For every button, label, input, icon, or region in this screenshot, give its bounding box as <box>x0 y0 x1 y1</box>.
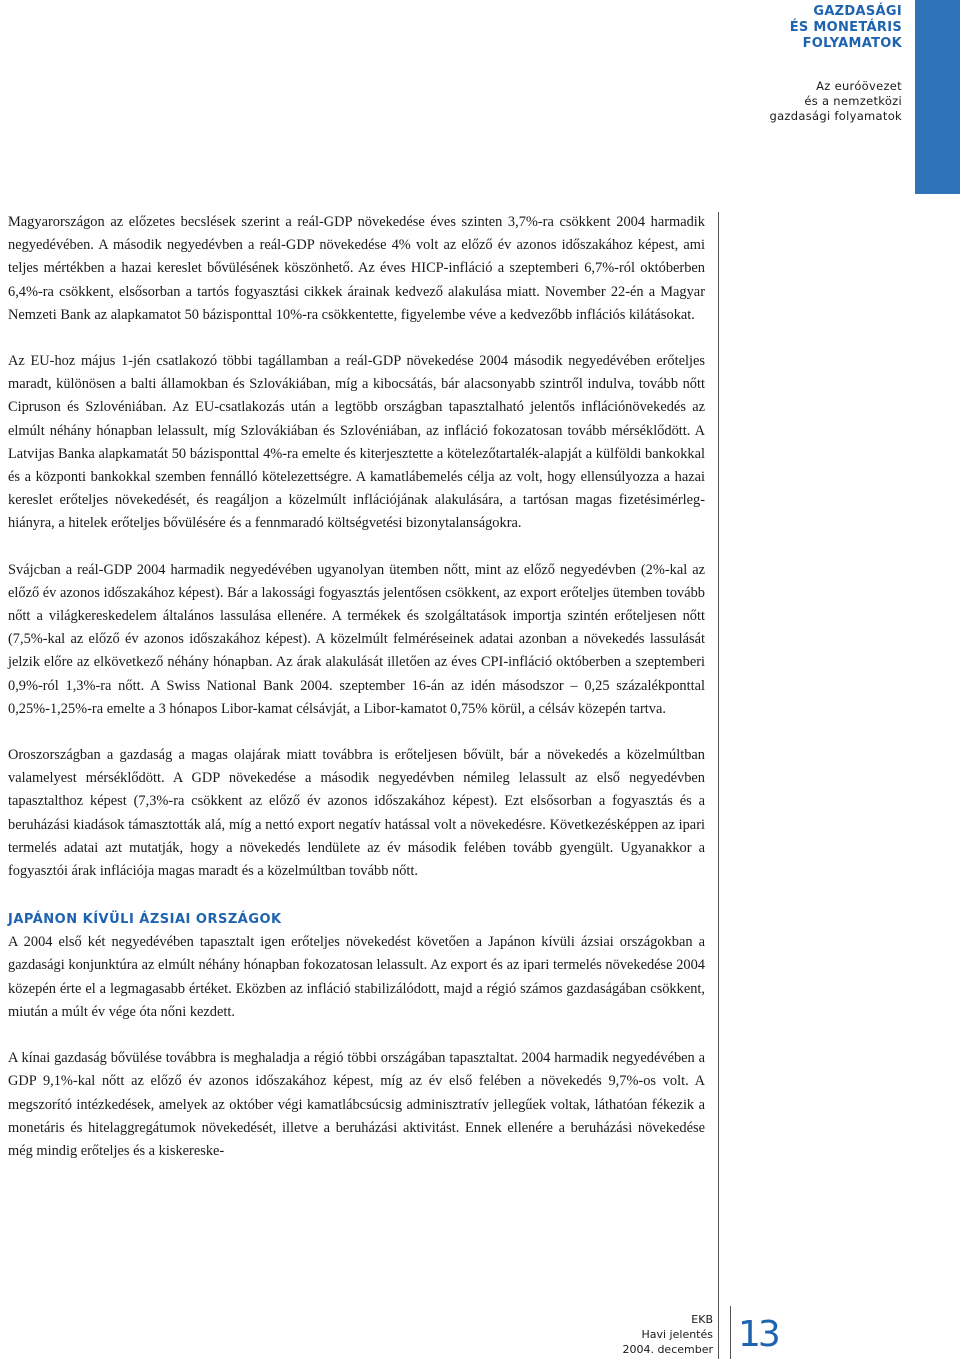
subtitle-line: Az euróövezet <box>816 79 902 93</box>
paragraph-hungary: Magyarországon az előzetes becslések szerint a reál-GDP növekedése éves szinten 3,7%-ra csökkent 2004 harmadik negyedévében. A második negyedévben a reál-GDP növekedése 4% volt az előző év azonos időszakához képest, ami teljes mértékben a hazai kereslet bővülésének köszönhető. Az éves HICP-infláció a szeptemberi 6,7%-ról októberben 6,4%-ra csökkent, elsősorban a tartós fogyasztási cikkek árainak kedvező alakulása miatt. November 22-én a Magyar Nemzeti Bank az alapkamatot 50 bázisponttal 10%-ra csökkentette, figyelembe véve a kedvezőbb inflációs kilátásokat. <box>8 214 705 323</box>
section-title <box>682 4 902 52</box>
subtitle-line: és a nemzetközi <box>804 94 902 108</box>
main-text <box>8 211 705 1186</box>
page-number: 13 <box>738 1314 778 1355</box>
running-header <box>682 4 902 124</box>
footer-line: EKB <box>691 1313 713 1326</box>
section-subtitle <box>682 79 902 124</box>
subtitle-line: gazdasági folyamatok <box>769 109 902 123</box>
running-footer <box>622 1312 713 1357</box>
section-title-line: ÉS MONETÁRIS <box>789 20 902 35</box>
paragraph-russia: Oroszországban a gazdaság a magas olajárak miatt továbbra is erőteljesen bővült, bár a növekedés a közelmúltban valamelyest mérséklődött. A GDP növekedése a második negyedévben némileg lelassult az első negyedévben tapasztalthoz képest (7,3%-ra csökkent az előző év azonos időszakához képest). Ezt elsősorban a fogyasztás és a beruházási kiadások támasztották alá, míg a nettó export negatív hatással volt a növekedésre. Következésképpen az ipari termelés adatai azt mutatják, hogy a növekedés lendülete az év második felében tovább gyengült. Ugyanakkor a fogyasztói árak inflációja magas maradt és a közelmúltban tovább nőtt. <box>8 747 705 880</box>
section-title-line: GAZDASÁGI <box>813 4 902 19</box>
subheading-asia: JAPÁNON KÍVÜLI ÁZSIAI ORSZÁGOK <box>8 912 282 928</box>
paragraph-new-member-states: Az EU-hoz május 1-jén csatlakozó többi tagállamban a reál-GDP növekedése 2004 második negyedévében erőteljes maradt, különösen a balti államokban és Szlovákiában, míg a kibocsátás, bár alacsonyabb szintről indulva, tovább nőtt Cipruson és Szlovéniában. Az EU-csatlakozás után a legtöbb országban tapasztalható jelentős inflációnövekedés az elmúlt néhány hónapban lelassult, míg Szlovákiában és Szlovéniában, az infláció fokozatosan tovább mérséklődött. A Latvijas Banka alapkamatát 50 bázisponttal 4%-ra emelte és kiterjesztette a kötelezőtartalék-alapját a külföldi bankokkal és a központi bankokkal szemben fennálló kötelezettségre. A kamatlábemelés célja az volt, hogy ellensúlyozza a hazai kereslet erőteljes növekedését, és reagáljon a közelmúlt inflációjának alakulására, a tartósan magas fizetésimérleg-hiányra, a hitelek erőteljes bővülésére és a fennmaradó költségvetési bizonytalanságokra. <box>8 353 705 532</box>
paragraph-asia: A 2004 első két negyedévében tapasztalt igen erőteljes növekedést követően a Japánon kívüli ázsiai országokban a gazdasági konjunktúra az elmúlt néhány hónapban fokozatosan lelassult. Az export és az ipari termelés növekedése 2004 közepén érte el a legmagasabb értéket. Eközben az infláció stabilizálódott, majd a régió számos gazdaságában csökkent, miután a múlt év vége óta nőni kezdett. <box>8 934 705 1020</box>
footer-line: 2004. december <box>622 1343 713 1356</box>
page-number-rule <box>730 1306 731 1359</box>
section-color-tab <box>915 0 960 194</box>
paragraph-switzerland: Svájcban a reál-GDP 2004 harmadik negyedévében ugyanolyan ütemben nőtt, mint az előző negyedévben (2%-kal az előző év azonos időszakához képest). Bár a lakossági fogyasztás jelentősen csökkent, az export erőteljes ütemben tovább nőtt a világkereskedelem általános lassulása ellenére. A termékek és szolgáltatások importja szintén erőteljesen nőtt (7,5%-kal az előző év azonos időszakához képest). A közelmúlt felméréseinek adatai azonban a növekedés lassulását jelzik előre az elkövetkező néhány hónapban. Az árak alakulását illetően az éves CPI-infláció októberben a szeptemberi 0,9%-ról 1,3%-ra nőtt. A Swiss National Bank 2004. szeptember 16-án az idén másodszor – 0,25 százalékponttal 0,25%-1,25%-ra emelte a 3 hónapos Libor-kamat célsávját, a Libor-kamatot 0,75% körül, a célsáv közepén tartva. <box>8 561 705 717</box>
paragraph-china: A kínai gazdaság bővülése továbbra is meghaladja a régió többi országában tapasztaltat. 2004 harmadik negyedévében a GDP 9,1%-kal nőtt az előző év azonos időszakához képest, míg az év első felében a növekedés 9,7%-os volt. A megszorító intézkedések, amelyek az október végi kamatlábcsúcsig adminisztratív jellegűek voltak, láthatóan fékezik a monetáris és hitelaggregátumok növekedését, illetve a beruházási aktivitást. Ennek ellenére a beruházási növekedése még mindig erőteljes és a kiskereske- <box>8 1050 705 1159</box>
column-rule <box>718 212 719 1359</box>
footer-line: Havi jelentés <box>641 1328 713 1341</box>
section-title-line: FOLYAMATOK <box>802 36 902 51</box>
